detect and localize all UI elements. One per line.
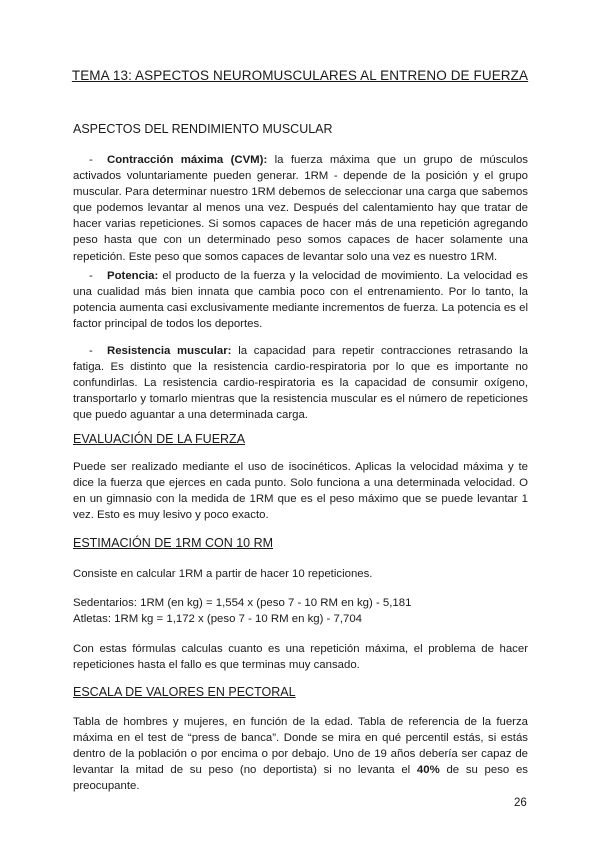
bullet-dash: -: [89, 345, 93, 357]
section-heading-estimacion: ESTIMACIÓN DE 1RM CON 10 RM: [73, 536, 274, 550]
paragraph-potencia: [73, 268, 528, 332]
page-number: 26: [514, 797, 527, 809]
section-heading-pectoral-text: ESCALA DE VALORES EN PECTORAL: [73, 685, 296, 699]
paragraph-resistencia-muscular: [73, 343, 528, 423]
term-potencia: Potencia:: [107, 270, 159, 282]
paragraph-estimacion-nota: Con estas fórmulas calculas cuanto es una repetición máxima, el problema de hacer repeticiones hasta el fallo es que terminas muy cansado.: [73, 643, 528, 672]
term-resistencia-muscular: Resistencia muscular:: [107, 345, 232, 357]
pectoral-percentage: 40%: [416, 764, 440, 777]
bullet-dash: -: [89, 154, 93, 166]
formula-atletas: Atletas: 1RM kg = 1,172 x (peso 7 - 10 RM en kg) - 7,704: [73, 613, 363, 625]
page-title: TEMA 13: ASPECTOS NEUROMUSCULARES AL ENTRENO DE FUERZA: [71, 68, 529, 83]
pectoral-text-before: Tabla de hombres y mujeres, en función de la edad. Tabla de referencia de la fuerza máxima en el test de “press de banca”. Donde se mira en qué percentil estás, si estás dentro de la población o por encima o por debajo. Uno de 19 años debería ser capaz de levantar la mitad de su peso (no deportista) si no levanta el: [73, 716, 528, 777]
definition-contraccion-maxima: la fuerza máxima que un grupo de músculos activados voluntariamente pueden generar. 1RM - depende de la posición y el grupo muscular. Para determinar nuestro 1RM debemos de seleccionar una carga que sabemos que podemos levantar al menos una vez. Después del calentamiento hay que tratar de hacer varias repeticiones. Si somos capaces de hacer más de una repetición agregando peso hasta que con un determinado peso somos capaces de hacer solamente una repetición. Este peso que somos capaces de levantar solo una vez es nuestro 1RM.: [73, 154, 528, 263]
section-heading-pectoral: [73, 685, 296, 699]
formula-sedentarios: Sedentarios: 1RM (en kg) = 1,554 x (peso 7 - 10 RM en kg) - 5,181: [73, 597, 412, 609]
paragraph-contraccion-maxima: [73, 152, 528, 265]
definition-potencia: el producto de la fuerza y la velocidad de movimiento. La velocidad es una cualidad más bien innata que cambia poco con el entrenamiento. Por lo tanto, la potencia aumenta casi exclusivamente mediante incrementos de fuerza. La potencia es el factor principal de todos los deportes.: [73, 270, 528, 331]
section-heading-evaluacion: EVALUACIÓN DE LA FUERZA: [73, 432, 246, 446]
bullet-dash: -: [89, 270, 93, 282]
term-contraccion-maxima: Contracción máxima (CVM):: [107, 154, 268, 166]
pectoral-text-after: de su peso es preocupante.: [73, 764, 528, 793]
paragraph-pectoral: [73, 714, 528, 794]
definition-resistencia-muscular: la capacidad para repetir contracciones retrasando la fatiga. Es distinto que la resistencia cardio-respiratoria por lo que es importante no confundirlas. La resistencia cardio-respiratoria es la capacidad de consumir oxígeno, transportarlo y tomarlo mientras que la resistencia muscular es el número de repeticiones que puedo aguantar a una determinada carga.: [73, 345, 529, 422]
section-heading-rendimiento: ASPECTOS DEL RENDIMIENTO MUSCULAR: [73, 122, 333, 136]
paragraph-estimacion-intro: Consiste en calcular 1RM a partir de hacer 10 repeticiones.: [73, 568, 373, 580]
paragraph-evaluacion: Puede ser realizado mediante el uso de isocinéticos. Aplicas la velocidad máxima y te dice la fuerza que ejerces en cada punto. Solo funciona a una determinada velocidad. O en un gimnasio con la medida de 1RM que es el peso máximo que se puede levantar 1 vez. Esto es muy lesivo y poco exacto.: [73, 461, 528, 522]
